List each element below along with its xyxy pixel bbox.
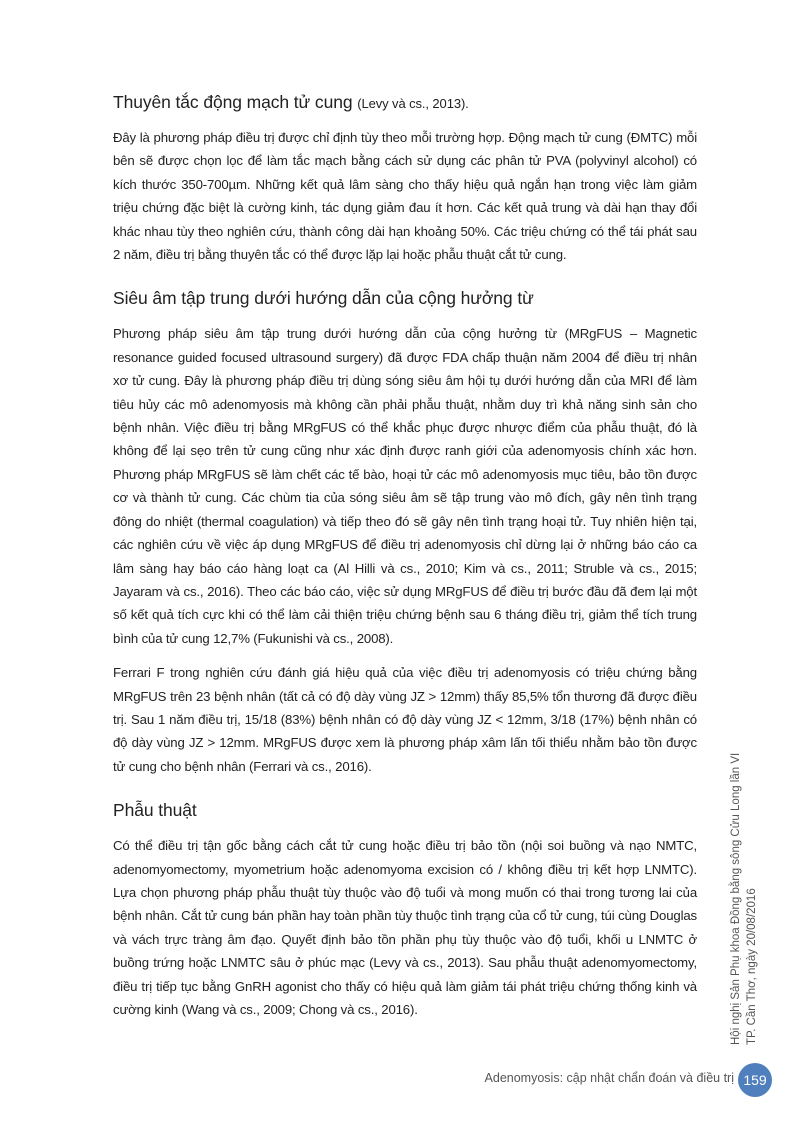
side-note-line-1: Hội nghị Sản Phụ khoa Đồng bằng sông Cửu Long lần VI [730,752,742,1045]
page-number-badge [738,1063,772,1097]
section-heading-surgery: Phẫu thuật [113,800,197,821]
conference-side-note [728,753,760,1045]
paragraph: Đây là phương pháp điều trị được chỉ định tùy theo mỗi trường hợp. Động mạch tử cung (ĐMTC) mỗi bên sẽ được chọn lọc để làm tắc mạch bằng cách sử dụng các phân tử PVA (polyvinyl alcohol) có kích thước 350-700µm. Những kết quả lâm sàng cho thấy hiệu quả ngắn hạn trong việc làm giảm triệu chứng đặc biệt là cường kinh, tác dụng giảm đau ít hơn. Các kết quả trung và dài hạn thay đổi khác nhau tùy theo nghiên cứu, thành công dài hạn khoảng 50%. Các triệu chứng có thể tái phát sau 2 năm, điều trị bằng thuyên tắc có thể được lặp lại hoặc phẫu thuật cắt tử cung. [113,130,697,263]
paragraph: Phương pháp siêu âm tập trung dưới hướng dẫn của cộng hưởng từ (MRgFUS – Magnetic resonance guided focused ultrasound surgery) đã được FDA chấp thuận năm 2004 để điều trị nhân xơ tử cung. Đây là phương pháp điều trị dùng sóng siêu âm hội tụ dưới hướng dẫn của MRI để làm tiêu hủy các mô adenomyosis mà không cần phải phẫu thuật, nhằm duy trì khả năng sinh sản cho bệnh nhân. Việc điều trị bằng MRgFUS có thể khắc phục được nhược điểm của phẫu thuật, đó là không để lại sẹo trên tử cung cũng như xác định được ranh giới của adenomyosis chính xác hơn. Phương pháp MRgFUS sẽ làm chết các tế bào, hoại tử các mô adenomyosis mục tiêu, bảo tồn được cơ và thành tử cung. Các chùm tia của sóng siêu âm sẽ tập trung vào mô đích, gây nên tình trạng đông do nhiệt (thermal coagulation) và tiếp theo đó sẽ gây nên tình trạng hoại tử. Tuy nhiên hiện tại, các nghiên cứu về việc áp dụng MRgFUS để điều trị adenomyosis chỉ dừng lại ở những báo cáo ca lâm sàng hay báo cáo hàng loạt ca (Al Hilli và cs., 2010; Kim và cs., 2011; Struble và cs., 2015; Jayaram và cs., 2016). Theo các báo cáo, việc sử dụng MRgFUS để điều trị bước đầu đã đem lại một số kết quả tích cực khi có thể làm cải thiện triệu chứng bệnh sau 6 tháng điều trị, giảm thể tích trung bình của tử cung 12,7% (Fukunishi và cs., 2008). [113,326,697,646]
section-heading-embolization [113,92,697,113]
section-heading-mrgfus: Siêu âm tập trung dưới hướng dẫn của cộng hưởng từ [113,288,534,309]
side-note-line-2: TP. Cần Thơ, ngày 20/08/2016 [746,888,758,1045]
running-title: Adenomyosis: cập nhật chẩn đoán và điều trị [484,1071,734,1085]
page-content [113,92,697,1021]
heading-text: Thuyên tắc động mạch tử cung [113,92,353,112]
paragraph: Ferrari F trong nghiên cứu đánh giá hiệu quả của việc điều trị adenomyosis có triệu chứng bằng MRgFUS trên 23 bệnh nhân (tất cả có độ dày vùng JZ > 12mm) thấy 85,5% tổn thương đã được điều trị. Sau 1 năm điều trị, 15/18 (83%) bệnh nhân có độ dày vùng JZ < 12mm, 3/18 (17%) bệnh nhân có độ dày vùng JZ > 12mm. MRgFUS được xem là phương pháp xâm lấn tối thiểu nhằm bảo tồn được tử cung cho bệnh nhân (Ferrari và cs., 2016). [113,665,697,774]
paragraph: Có thể điều trị tận gốc bằng cách cắt tử cung hoặc điều trị bảo tồn (nội soi buồng và nạo NMTC, adenomyomectomy, myometrium hoặc adenomyoma excision có / không điều trị kết hợp LNMTC). Lựa chọn phương pháp phẫu thuật tùy thuộc vào độ tuổi và mong muốn có thai trong tương lai của bệnh nhân. Cắt tử cung bán phần hay toàn phần tùy thuộc tình trạng của cổ tử cung, túi cùng Douglas và vách trực tràng âm đạo. Quyết định bảo tồn phần phụ tùy thuộc vào độ tuổi, khối u LNMTC ở buồng trứng hoặc LNMTC sâu ở phúc mạc (Levy và cs., 2013). Sau phẫu thuật adenomyomectomy, điều trị tiếp tục bằng GnRH agonist cho thấy có hiệu quả làm giảm tái phát triệu chứng thống kinh và cường kinh (Wang và cs., 2009; Chong và cs., 2016). [113,838,697,1017]
heading-citation: (Levy và cs., 2013). [357,96,469,111]
page-number: 159 [743,1072,767,1088]
